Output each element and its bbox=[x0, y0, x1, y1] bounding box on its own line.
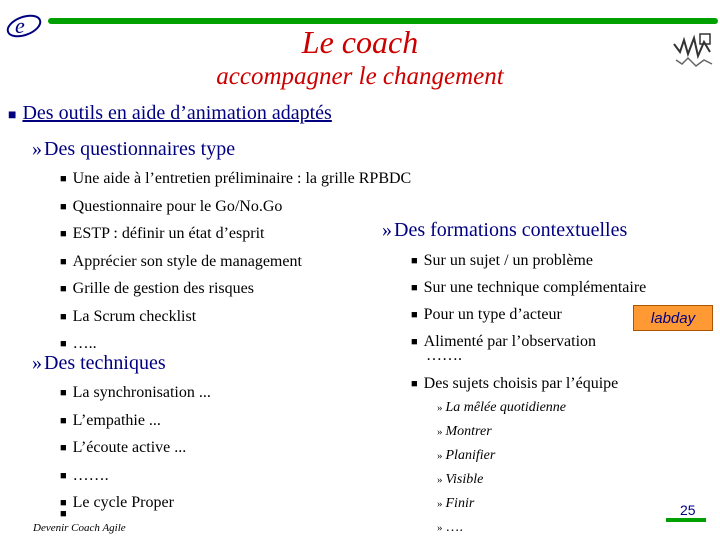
square-bullet-icon: ■ bbox=[60, 310, 67, 323]
double-chevron-icon: » bbox=[437, 498, 443, 510]
list-item-text: Alimenté par l’observation bbox=[423, 333, 597, 350]
list-item-text: La mêlée quotidienne bbox=[445, 400, 567, 415]
formations-list bbox=[411, 248, 646, 356]
list-item bbox=[60, 380, 211, 408]
list-item bbox=[60, 463, 211, 491]
chosen-topics-item bbox=[411, 371, 618, 399]
double-chevron-icon: » bbox=[32, 138, 42, 160]
list-item-text: ….. bbox=[72, 335, 97, 352]
list-item bbox=[60, 408, 211, 436]
scribble-logo-icon bbox=[670, 30, 716, 74]
square-bullet-icon: ■ bbox=[60, 228, 67, 240]
list-item bbox=[60, 249, 411, 277]
square-bullet-icon: ■ bbox=[411, 282, 418, 294]
list-item bbox=[60, 304, 411, 332]
list-item bbox=[411, 248, 646, 275]
square-bullet-icon: ■ bbox=[411, 336, 418, 348]
list-item-text: Sur une technique complémentaire bbox=[423, 279, 647, 296]
square-bullet-icon: ■ bbox=[60, 442, 67, 454]
list-item-text: Visible bbox=[445, 472, 484, 487]
techniques-heading bbox=[32, 352, 166, 375]
list-item-text: Finir bbox=[445, 496, 475, 511]
list-item-text: Planifier bbox=[445, 448, 496, 463]
questionnaires-list bbox=[60, 166, 411, 359]
square-bullet-icon: ■ bbox=[8, 108, 17, 123]
techniques-list bbox=[60, 380, 211, 518]
list-item bbox=[411, 302, 646, 329]
list-item-text: L’écoute active ... bbox=[72, 439, 187, 456]
square-bullet-icon: ■ bbox=[60, 414, 67, 427]
chosen-subitems-list bbox=[437, 396, 566, 540]
footer-accent-line bbox=[666, 518, 706, 522]
list-item bbox=[411, 275, 646, 302]
list-item-text: Grille de gestion des risques bbox=[72, 280, 254, 297]
square-bullet-icon: ■ bbox=[60, 283, 67, 295]
list-item-text: Des sujets choisis par l’équipe bbox=[423, 375, 619, 392]
labday-badge: labday bbox=[633, 305, 713, 331]
list-item bbox=[60, 490, 211, 518]
list-item bbox=[437, 396, 566, 420]
list-item bbox=[437, 420, 566, 444]
square-bullet-icon: ■ bbox=[411, 255, 418, 267]
techniques-heading-text: Des techniques bbox=[44, 352, 166, 374]
square-bullet-icon: ■ bbox=[60, 200, 67, 213]
list-item bbox=[437, 468, 566, 492]
list-item bbox=[437, 444, 566, 468]
double-chevron-icon: » bbox=[437, 474, 443, 486]
list-item bbox=[60, 194, 411, 222]
list-item-text: …. bbox=[445, 520, 463, 535]
list-item-text: ESTP : définir un état d’esprit bbox=[72, 225, 265, 242]
double-chevron-icon: » bbox=[32, 352, 42, 374]
list-item bbox=[437, 516, 566, 540]
list-item-text: Le cycle Proper bbox=[72, 494, 174, 511]
footer-text: Devenir Coach Agile bbox=[33, 522, 126, 534]
list-item bbox=[60, 276, 411, 304]
continuation-text: ……. bbox=[426, 347, 462, 364]
list-item-text: Questionnaire pour le Go/No.Go bbox=[72, 197, 283, 215]
square-bullet-icon: ■ bbox=[60, 469, 67, 482]
double-chevron-icon: » bbox=[437, 426, 443, 438]
questionnaires-heading-text: Des questionnaires type bbox=[44, 138, 236, 160]
questionnaires-heading bbox=[32, 138, 235, 161]
double-chevron-icon: » bbox=[382, 219, 392, 241]
list-item bbox=[60, 166, 411, 194]
square-bullet-icon: ■ bbox=[60, 508, 67, 520]
square-bullet-icon: ■ bbox=[411, 378, 418, 390]
square-bullet-icon: ■ bbox=[60, 255, 67, 268]
list-item-text: ……. bbox=[72, 466, 109, 484]
square-bullet-icon: ■ bbox=[60, 173, 67, 185]
main-bullet-text: Des outils en aide d’animation adaptés bbox=[22, 102, 332, 124]
slide-subtitle: accompagner le changement bbox=[216, 63, 504, 90]
double-chevron-icon: » bbox=[437, 450, 443, 462]
square-bullet-icon: ■ bbox=[60, 338, 67, 350]
list-item-text: Sur un sujet / un problème bbox=[423, 252, 593, 269]
double-chevron-icon: » bbox=[437, 522, 443, 534]
list-item-text: Une aide à l’entretien préliminaire : la grille RPBDC bbox=[72, 170, 412, 187]
list-item-text: L’empathie ... bbox=[72, 411, 161, 429]
square-bullet-icon: ■ bbox=[411, 309, 418, 321]
formations-heading-text: Des formations contextuelles bbox=[394, 219, 628, 241]
formations-heading bbox=[382, 219, 627, 242]
list-item bbox=[60, 435, 211, 463]
list-item-text: Montrer bbox=[445, 424, 492, 439]
list-item bbox=[60, 221, 411, 249]
list-item-text: La Scrum checklist bbox=[72, 307, 197, 325]
list-item-text: Apprécier son style de management bbox=[72, 252, 302, 270]
list-item bbox=[437, 492, 566, 516]
page-number: 25 bbox=[680, 502, 696, 518]
list-item-text: La synchronisation ... bbox=[72, 384, 211, 401]
square-bullet-icon: ■ bbox=[60, 497, 67, 509]
list-item-text: Pour un type d’acteur bbox=[423, 306, 562, 323]
double-chevron-icon: » bbox=[437, 402, 443, 414]
slide-title: Le coach bbox=[301, 24, 419, 60]
svg-text:e: e bbox=[15, 13, 25, 38]
main-bullet bbox=[8, 102, 332, 125]
square-bullet-icon: ■ bbox=[60, 387, 67, 399]
